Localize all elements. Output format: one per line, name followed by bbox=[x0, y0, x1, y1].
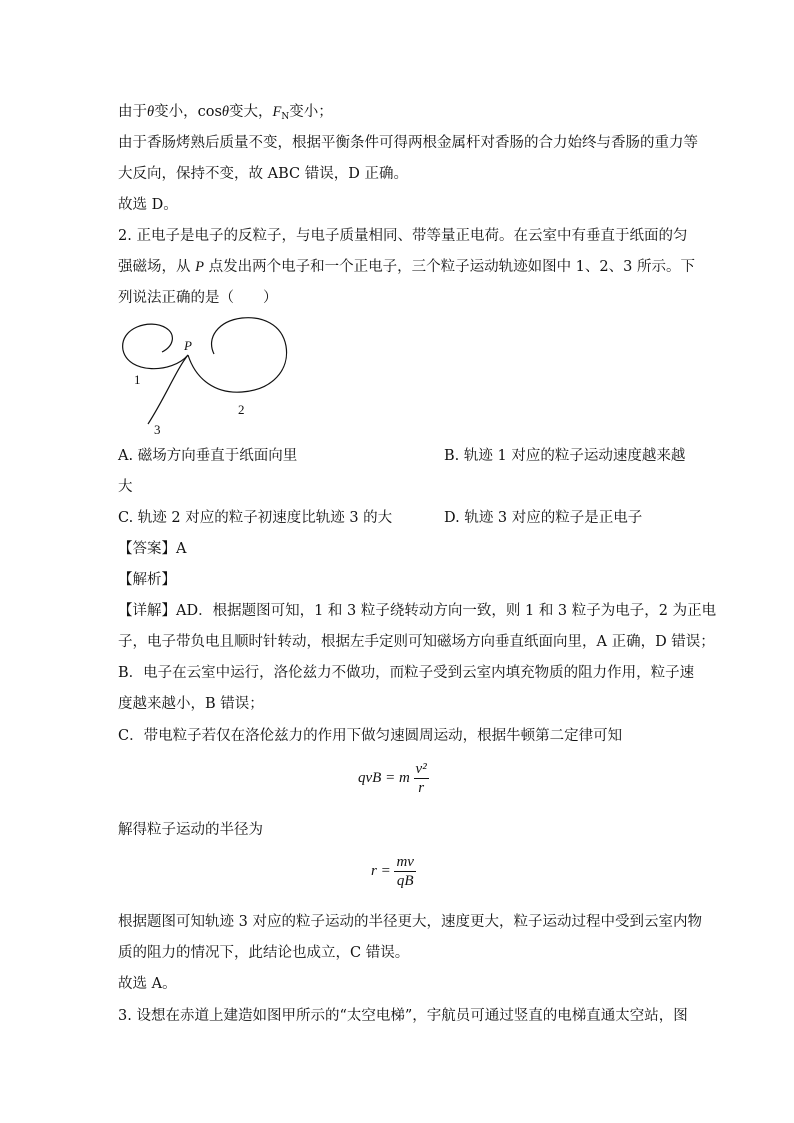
option-b: B. 轨迹 1 对应的粒子运动速度越来越 bbox=[444, 448, 686, 464]
text-line: 由于θ变小，cosθ变大，$F_N$变小； bbox=[118, 104, 333, 122]
option-a: A. 磁场方向垂直于纸面向里 bbox=[118, 448, 298, 464]
analysis-heading: 【解析】 bbox=[118, 572, 176, 588]
trajectory-figure bbox=[110, 312, 300, 437]
trajectory-3 bbox=[148, 355, 188, 424]
answer: 【答案】A bbox=[118, 541, 187, 557]
analysis-line: 根据题图可知轨迹 3 对应的粒子运动的半径更大，速度更大，粒子运动过程中受到云室内物 bbox=[118, 914, 702, 930]
analysis-line: 【详解】AD．根据题图可知，1 和 3 粒子绕转动方向一致，则 1 和 3 粒子为电子，2 为正电 bbox=[118, 603, 717, 619]
analysis-line: 解得粒子运动的半径为 bbox=[118, 822, 263, 838]
label-2: 2 bbox=[238, 402, 245, 417]
analysis-line: B．电子在云室中运行，洛伦兹力不做功，而粒子受到云室内填充物质的阻力作用，粒子速 bbox=[118, 665, 695, 681]
analysis-line: 度越来越小，B 错误； bbox=[118, 696, 264, 712]
trajectory-1 bbox=[123, 324, 188, 369]
text-line: 故选 D。 bbox=[118, 197, 178, 213]
label-1: 1 bbox=[134, 372, 141, 387]
text-line: 大反向，保持不变，故 ABC 错误，D 正确。 bbox=[118, 166, 408, 182]
label-3: 3 bbox=[154, 422, 161, 437]
analysis-line: C．带电粒子若仅在洛伦兹力的作用下做匀速圆周运动，根据牛顿第二定律可知 bbox=[118, 728, 623, 744]
formula-radius: r = $\frac{mv}{qB}$ bbox=[371, 854, 414, 889]
analysis-line: 故选 A。 bbox=[118, 976, 177, 992]
analysis-line: 子，电子带负电且顺时针转动，根据左手定则可知磁场方向垂直纸面向里，A 正确，D 错误； bbox=[118, 634, 715, 650]
question-2-text: 强磁场，从 P 点发出两个电子和一个正电子，三个粒子运动轨迹如图中 1、2、3 所示。下 bbox=[118, 259, 695, 275]
label-P: P bbox=[184, 338, 192, 353]
formula-newton: qvB = m $\frac{\text{v²}}{r}$ bbox=[358, 761, 427, 796]
question-2-text: 列说法正确的是（ ） bbox=[118, 290, 278, 306]
option-c: C. 轨迹 2 对应的粒子初速度比轨迹 3 的大 bbox=[118, 510, 393, 526]
option-d: D. 轨迹 3 对应的粒子是正电子 bbox=[444, 510, 643, 526]
analysis-line: 质的阻力的情况下，此结论也成立，C 错误。 bbox=[118, 945, 410, 961]
question-2-text: 2. 正电子是电子的反粒子，与电子质量相同、带等量正电荷。在云室中有垂直于纸面的匀 bbox=[118, 228, 688, 244]
text-line: 由于香肠烤熟后质量不变，根据平衡条件可得两根金属杆对香肠的合力始终与香肠的重力等 bbox=[118, 135, 698, 151]
trajectory-2 bbox=[188, 318, 287, 392]
option-b-continued: 大 bbox=[118, 479, 133, 495]
question-3-text: 3. 设想在赤道上建造如图甲所示的“太空电梯”，宇航员可通过竖直的电梯直通太空站，图 bbox=[118, 1008, 688, 1024]
